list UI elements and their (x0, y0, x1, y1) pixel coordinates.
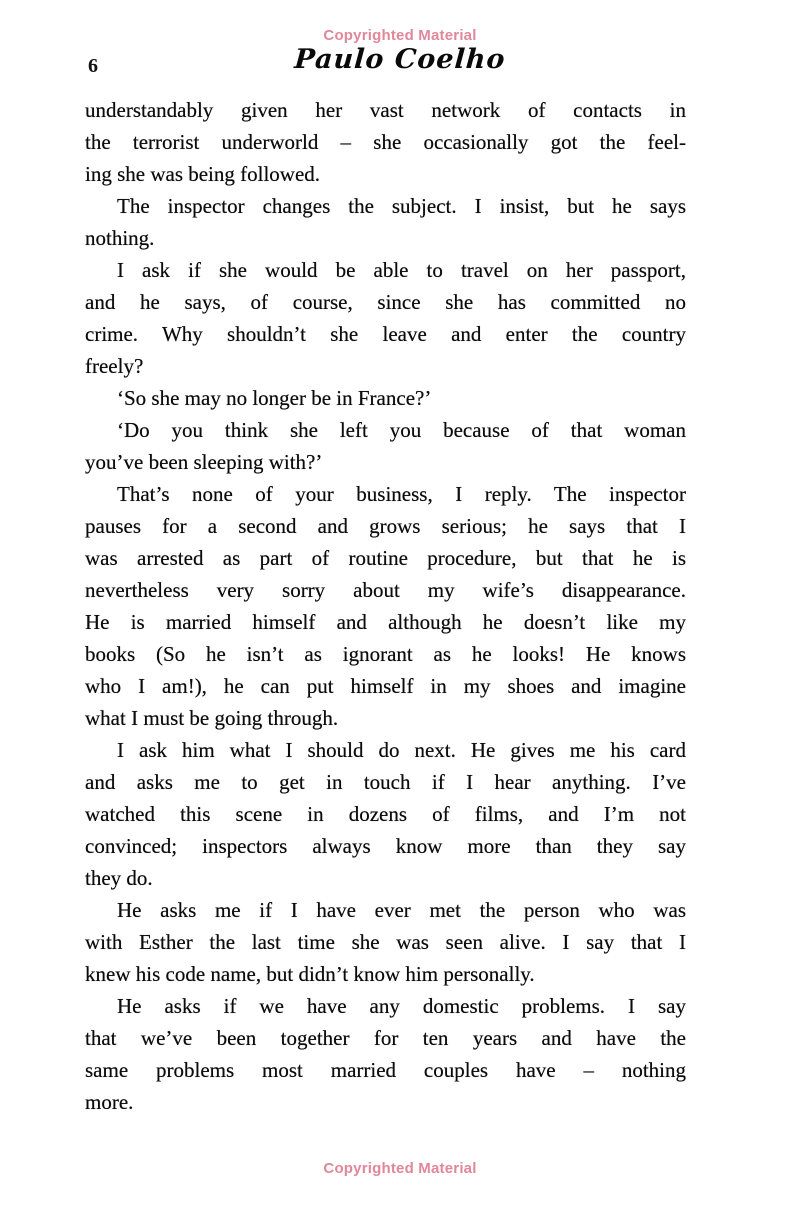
text-line: understandably given her vast network of contacts in (85, 98, 686, 122)
text-line: He asks me if I have ever met the person who was (117, 898, 686, 922)
text-line: That’s none of your business, I reply. The inspector (117, 482, 686, 506)
text-line: nevertheless very sorry about my wife’s disappearance. (85, 578, 686, 602)
text-line: nothing. (85, 226, 155, 250)
body-text (85, 94, 686, 1118)
copyright-notice-top: Copyrighted Material (323, 27, 477, 44)
text-line: ‘Do you think she left you because of that woman (117, 418, 686, 442)
text-line: the terrorist underworld – she occasionally got the feel- (85, 130, 686, 154)
text-line: was arrested as part of routine procedure, but that he is (85, 546, 686, 570)
text-line: ‘So she may no longer be in France?’ (117, 386, 432, 410)
text-line: pauses for a second and grows serious; he says that I (85, 514, 686, 538)
text-line: knew his code name, but didn’t know him personally. (85, 962, 535, 986)
text-line: The inspector changes the subject. I insist, but he says (117, 194, 686, 218)
page-number: 6 (88, 55, 98, 77)
paragraph (85, 734, 686, 894)
paragraph (85, 382, 686, 414)
text-line: ing she was being followed. (85, 162, 321, 186)
paragraph (85, 414, 686, 478)
text-line: crime. Why shouldn’t she leave and enter the country (85, 322, 686, 346)
text-line: I ask if she would be able to travel on her passport, (117, 258, 686, 282)
text-line: you’ve been sleeping with?’ (85, 450, 323, 474)
text-line: what I must be going through. (85, 706, 339, 730)
paragraph (85, 94, 686, 190)
text-line: who I am!), he can put himself in my shoes and imagine (85, 674, 686, 698)
text-line: He is married himself and although he doesn’t like my (85, 610, 686, 634)
copyright-notice-bottom: Copyrighted Material (323, 1160, 477, 1177)
text-line: I ask him what I should do next. He gives me his card (117, 738, 686, 762)
text-line: with Esther the last time she was seen alive. I say that I (85, 930, 686, 954)
text-line: they do. (85, 866, 153, 890)
text-line: and he says, of course, since she has committed no (85, 290, 686, 314)
text-line: and asks me to get in touch if I hear anything. I’ve (85, 770, 686, 794)
text-line: He asks if we have any domestic problems. I say (117, 994, 686, 1018)
text-line: freely? (85, 354, 144, 378)
paragraph (85, 190, 686, 254)
text-line: convinced; inspectors always know more than they say (85, 834, 686, 858)
text-line: that we’ve been together for ten years and have the (85, 1026, 686, 1050)
text-line: books (So he isn’t as ignorant as he looks! He knows (85, 642, 686, 666)
paragraph (85, 478, 686, 734)
text-line: more. (85, 1090, 134, 1114)
text-line: watched this scene in dozens of films, and I’m not (85, 802, 686, 826)
author-signature: Paulo Coelho (293, 44, 507, 75)
paragraph (85, 894, 686, 990)
paragraph (85, 990, 686, 1118)
paragraph (85, 254, 686, 382)
text-line: same problems most married couples have – nothing (85, 1058, 686, 1082)
